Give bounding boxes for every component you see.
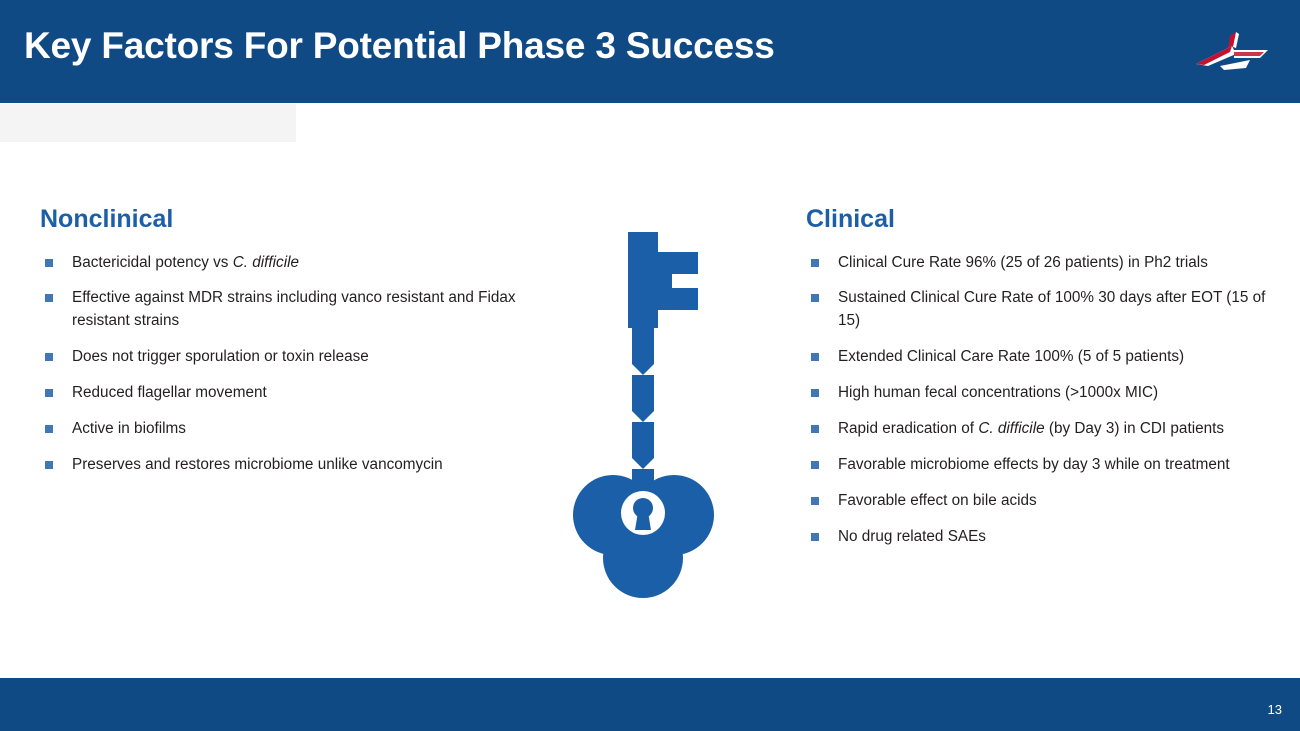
list-item-text: Favorable microbiome effects by day 3 while on treatment [838,456,1230,474]
nonclinical-heading: Nonclinical [40,205,174,233]
bullet-square-icon [45,461,53,469]
clinical-bullet-list [806,252,1276,549]
bullet-square-icon [45,353,53,361]
clinical-heading: Clinical [806,205,895,233]
list-item-text: Does not trigger sporulation or toxin release [72,348,369,366]
list-item [40,418,560,441]
footer-bar [0,678,1300,731]
list-item [40,252,560,275]
header-accent-band [0,104,296,142]
list-item-text: Preserves and restores microbiome unlike vancomycin [72,456,443,474]
slide-number: 13 [1267,702,1282,717]
list-item [40,454,560,477]
bullet-square-icon [45,294,53,302]
bullet-square-icon [45,389,53,397]
list-item [806,526,1276,549]
list-item [806,252,1276,275]
bullet-square-icon [811,259,819,267]
header-bar [0,0,1300,103]
bullet-square-icon [811,461,819,469]
list-item-text: Bactericidal potency vs C. difficile [72,253,300,271]
nonclinical-column [40,206,560,490]
bullet-square-icon [811,533,819,541]
list-item [806,346,1276,369]
list-item-text: Rapid eradication of C. difficile (by Day 3) in CDI patients [838,420,1225,438]
list-item [806,454,1276,477]
clinical-column [806,206,1276,562]
bullet-square-icon [811,425,819,433]
list-item [806,490,1276,513]
list-item [40,382,560,405]
list-item-text: Favorable effect on bile acids [838,492,1037,510]
list-item [40,346,560,369]
bullet-square-icon [811,389,819,397]
list-item-text: Reduced flagellar movement [72,384,267,402]
list-item-text: No drug related SAEs [838,528,986,545]
list-item-text: Sustained Clinical Cure Rate of 100% 30 days after EOT (15 of 15) [838,289,1266,330]
bullet-square-icon [811,497,819,505]
bullet-square-icon [45,425,53,433]
key-illustration-icon [566,232,736,607]
list-item [806,382,1276,405]
bullet-square-icon [45,259,53,267]
bullet-square-icon [811,294,819,302]
list-item-text: Clinical Cure Rate 96% (25 of 26 patients) in Ph2 trials [838,253,1208,271]
nonclinical-bullet-list [40,252,560,478]
list-item-text: Extended Clinical Care Rate 100% (5 of 5 patients) [838,348,1185,366]
list-item-text: Active in biofilms [72,420,186,438]
page-title: Key Factors For Potential Phase 3 Success [24,25,775,66]
list-item-text: Effective against MDR strains including vanco resistant and Fidax resistant strains [72,289,516,330]
list-item-text: High human fecal concentrations (>1000x MIC) [838,384,1159,402]
bullet-square-icon [811,353,819,361]
company-logo-icon [1190,30,1274,74]
list-item [806,287,1276,333]
list-item [40,287,560,333]
list-item [806,418,1276,441]
